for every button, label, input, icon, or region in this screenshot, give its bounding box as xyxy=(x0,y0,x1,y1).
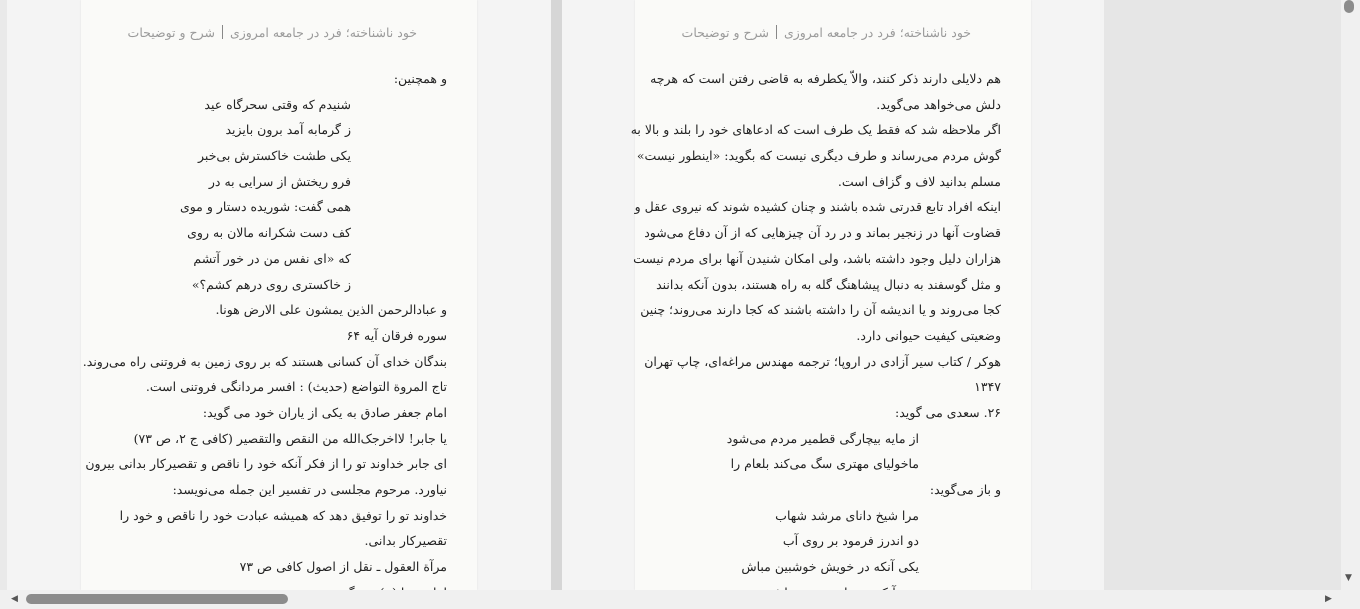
text-line: سوره فرقان آیه ۶۴ xyxy=(346,327,447,343)
text-line: ای جابر خداوند تو را از فکر آنکه خود را ناقص و تقصیرکار بدانی بیرون xyxy=(85,456,447,472)
text-line: ز خاکستری روی درهم کشم؟» xyxy=(191,276,351,292)
text-line: هوکر / کتاب سیر آزادی در اروپا؛ ترجمه مهندس مراغه‌ای، چاپ تهران xyxy=(644,353,1001,369)
text-line: ۲۶. سعدی می گوید: xyxy=(895,404,1001,420)
running-header xyxy=(128,25,417,40)
text-line: تقصیرکار بدانی. xyxy=(364,533,447,549)
text-line: و عبادالرحمن الذین یمشون علی الارض هونا. xyxy=(215,302,447,318)
text-line: و باز می‌گوید: xyxy=(929,482,1001,497)
text-line: هم دلایلی دارند ذکر کنند، والاّ یکطرفه به قاضی رفتن است که هرچه xyxy=(650,71,1001,86)
text-line: ۱۳۴۷ xyxy=(974,379,1001,395)
text-line: دو اندرز فرمود بر روی آب xyxy=(782,533,919,549)
text-line: مرا شیخ دانای مرشد شهاب xyxy=(775,507,919,523)
text-line: وضعیتی کیفیت حیوانی دارد. xyxy=(856,327,1001,343)
text-line: یکی آنکه در خویش خوشبین مباش xyxy=(741,559,919,575)
text-line: امام جعفر صادق به یکی از یاران خود می گوید: xyxy=(202,404,447,420)
text-line: بندگان خدای آن کسانی هستند که بر روی زمین به فروتنی راه می‌روند. xyxy=(82,353,447,369)
page-body-text xyxy=(631,66,1001,605)
horizontal-scrollbar-thumb[interactable] xyxy=(26,594,288,604)
text-line: تاج المروة التواضع (حدیث) : افسر مردانگی فروتنی است. xyxy=(145,379,447,395)
header-separator xyxy=(222,25,223,39)
text-line: همی گفت: شوریده دستار و موی xyxy=(179,199,351,215)
text-line: اگر ملاحظه شد که فقط یک طرف است که ادعاهای خود را بلند و بالا به xyxy=(630,122,1001,138)
text-line: گوش مردم می‌رساند و طرف دیگری نیست که بگوید: «اینطور نیست» xyxy=(636,148,1001,164)
text-line: ماخولیای مهتری سگ می‌کند بلعام را xyxy=(730,456,919,472)
scroll-down-arrow-icon[interactable]: ▼ xyxy=(1345,573,1352,583)
header-book-title: خود ناشناخته؛ فرد در جامعه امروزی xyxy=(229,25,417,40)
text-line: قضاوت آنها در زنجیر بماند و در رد آن چیزهایی که از آن دفاع می‌شود xyxy=(644,225,1001,241)
text-line: نیاورد. مرحوم مجلسی در تفسیر این جمله می‌نویسد: xyxy=(172,482,447,497)
text-line: هزاران دلیل وجود داشته باشد، ولی امکان شنیدن آنها برای مردم نیست xyxy=(633,250,1001,266)
header-section-title: شرح و توضیحات xyxy=(681,25,769,40)
vertical-scrollbar[interactable] xyxy=(1341,0,1360,590)
text-line: ز گرمابه آمد برون بایزید xyxy=(225,122,351,138)
text-line: دلش می‌خواهد می‌گوید. xyxy=(876,96,1001,112)
page-body-text xyxy=(77,66,447,605)
text-line: یا جابر! لااخرجک‌الله من النقص والتقصیر (کافی ج ۲، ص ۷۳) xyxy=(133,430,447,446)
scroll-right-arrow-icon[interactable]: ▶ xyxy=(1325,594,1332,604)
text-line: فرو ریختش از سرایی به در xyxy=(208,173,351,189)
horizontal-scrollbar[interactable] xyxy=(0,590,1341,609)
scrollbar-corner xyxy=(1341,590,1360,609)
text-line: شنیدم که وقتی سحرگاه عید xyxy=(204,96,351,112)
vertical-scrollbar-thumb[interactable] xyxy=(1344,0,1354,13)
text-line: مسلم بدانید لاف و گزاف است. xyxy=(837,173,1001,189)
text-line: خداوند تو را توفیق دهد که همیشه عبادت خود را ناقص و خود را xyxy=(119,507,447,523)
header-book-title: خود ناشناخته؛ فرد در جامعه امروزی xyxy=(783,25,971,40)
text-line: مرآة العقول ـ نقل از اصول کافی ص ۷۳ xyxy=(239,559,447,575)
running-header xyxy=(682,25,971,40)
scroll-left-arrow-icon[interactable]: ◀ xyxy=(11,594,18,604)
text-line: و مثل گوسفند به دنبال پیشاهنگ گله به راه هستند، بدون آنکه بدانند xyxy=(656,276,1001,292)
text-line: که «ای نفس من در خور آتشم xyxy=(193,250,351,266)
viewer-empty-area xyxy=(1104,0,1341,590)
text-line: کجا می‌روند و یا اندیشه آن را داشته باشند که کجا دارند می‌روند؛ چنین xyxy=(640,302,1001,318)
text-line: یکی طشت خاکسترش بی‌خبر xyxy=(198,148,351,164)
document-page-right xyxy=(630,0,1031,590)
page-gutter xyxy=(551,0,562,590)
text-line: از مایه بیچارگی قطمیر مردم می‌شود xyxy=(726,430,919,446)
text-line: و همچنین: xyxy=(393,71,447,86)
text-line: کف دست شکرانه مالان به روی xyxy=(187,225,351,241)
header-separator xyxy=(776,25,777,39)
text-line: اینکه افراد تابع قدرتی شده باشند و چنان کشیده شوند که نیروی عقل و xyxy=(634,199,1001,215)
document-page-left xyxy=(81,0,477,590)
header-section-title: شرح و توضیحات xyxy=(127,25,215,40)
